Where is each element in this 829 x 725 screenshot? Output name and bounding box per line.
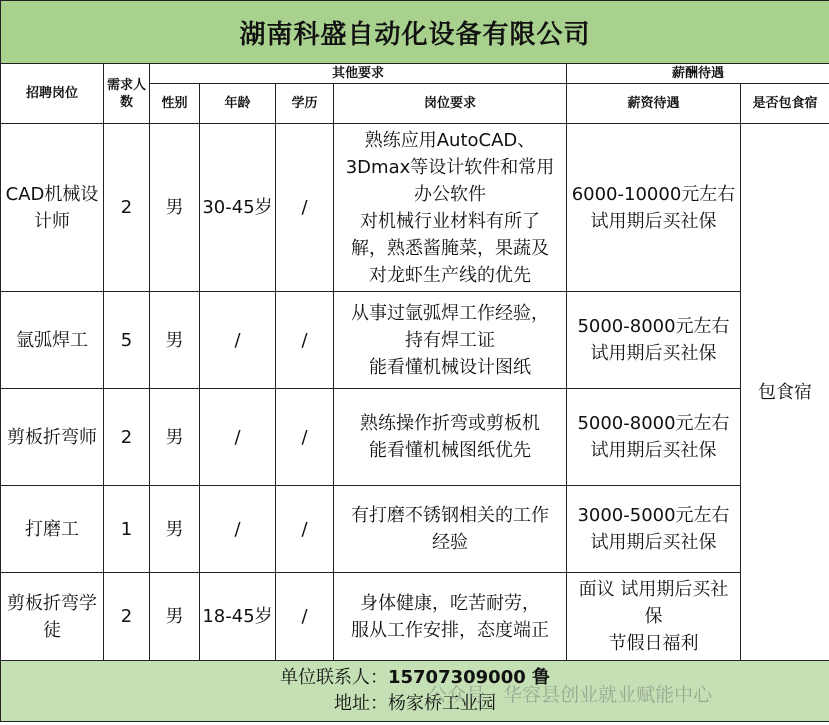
- education-cell: /: [276, 573, 334, 661]
- header-position: 招聘岗位: [1, 64, 104, 124]
- company-title: 湖南科盛自动化设备有限公司: [1, 1, 829, 64]
- table-row: [1, 389, 829, 486]
- education-cell: /: [276, 292, 334, 389]
- footer-contact: [1, 661, 829, 722]
- requirement-line: 解，熟悉酱腌菜，果蔬及: [351, 237, 549, 259]
- header-requirements: 岗位要求: [334, 84, 567, 124]
- gender-cell: 男: [150, 292, 200, 389]
- requirements-cell: [334, 389, 567, 486]
- header-board: 是否包食宿: [741, 84, 829, 124]
- requirement-line: 有打磨不锈钢相关的工作: [351, 505, 549, 526]
- footer-row: [1, 661, 829, 722]
- count-cell: 2: [104, 573, 150, 661]
- requirement-line: 熟练应用AutoCAD、: [364, 129, 536, 151]
- count-cell: 5: [104, 292, 150, 389]
- requirement-line: 对机械行业材料有所了: [360, 210, 540, 232]
- board-cell: 包食宿: [741, 124, 829, 661]
- salary-cell: [567, 573, 741, 661]
- requirements-cell: [334, 292, 567, 389]
- requirement-line: 持有焊工证: [405, 329, 495, 351]
- count-cell: 2: [104, 124, 150, 292]
- header-pay-group: 薪酬待遇: [567, 64, 829, 84]
- watermark-text: 公众号 · 华容县创业就业赋能中心: [428, 684, 713, 706]
- count-cell: 2: [104, 389, 150, 486]
- education-cell: /: [276, 389, 334, 486]
- requirement-line: 办公软件: [414, 183, 486, 205]
- age-cell: /: [200, 486, 276, 573]
- position-cell: CAD机械设计师: [1, 124, 104, 292]
- header-age: 年龄: [200, 84, 276, 124]
- requirement-line: 服从工作安排，态度端正: [351, 619, 549, 641]
- salary-line: 试用期后买社保: [590, 440, 717, 461]
- table-row: [1, 292, 829, 389]
- salary-line: 试用期后买社保: [590, 210, 717, 232]
- header-gender: 性别: [150, 84, 200, 124]
- count-cell: 1: [104, 486, 150, 573]
- address-line: 地址：杨家桥工业园: [334, 693, 496, 714]
- education-cell: /: [276, 124, 334, 292]
- salary-line: 试用期后买社保: [590, 532, 717, 553]
- table-row: [1, 124, 829, 292]
- age-cell: /: [200, 292, 276, 389]
- requirement-line: 能看懂机械设计图纸: [369, 356, 531, 378]
- requirements-cell: [334, 486, 567, 573]
- requirement-line: 能看懂机械图纸优先: [369, 440, 531, 461]
- salary-line: 3000-5000元左右: [577, 505, 730, 526]
- position-cell: 剪板折弯学徒: [1, 573, 104, 661]
- requirement-line: 从事过氩弧焊工作经验，: [351, 302, 549, 324]
- education-cell: /: [276, 486, 334, 573]
- position-cell: 剪板折弯师: [1, 389, 104, 486]
- salary-cell: [567, 486, 741, 573]
- position-cell: 氩弧焊工: [1, 292, 104, 389]
- header-count: 需求人数: [104, 64, 150, 124]
- contact-label: 单位联系人：: [279, 667, 388, 688]
- position-cell: 打磨工: [1, 486, 104, 573]
- requirement-line: 熟练操作折弯或剪板机: [360, 413, 540, 434]
- salary-line: 面议 试用期后买社: [578, 579, 729, 600]
- gender-cell: 男: [150, 389, 200, 486]
- gender-cell: 男: [150, 124, 200, 292]
- contact-line: [3, 665, 827, 691]
- salary-cell: [567, 292, 741, 389]
- gender-cell: 男: [150, 573, 200, 661]
- age-cell: /: [200, 389, 276, 486]
- contact-phone: 15707309000 鲁: [387, 667, 551, 688]
- gender-cell: 男: [150, 486, 200, 573]
- salary-line: 5000-8000元左右: [577, 316, 730, 337]
- salary-line: 试用期后买社保: [590, 343, 717, 364]
- salary-line: 6000-10000元左右: [571, 183, 736, 205]
- requirement-line: 3Dmax等设计软件和常用: [345, 156, 555, 178]
- age-cell: 18-45岁: [200, 573, 276, 661]
- salary-line: 节假日福利: [608, 633, 699, 654]
- salary-line: 5000-8000元左右: [577, 413, 730, 434]
- requirements-cell: [334, 573, 567, 661]
- table-row: [1, 486, 829, 573]
- header-other-requirements: 其他要求: [150, 64, 567, 84]
- salary-line: 保: [644, 606, 663, 627]
- age-cell: 30-45岁: [200, 124, 276, 292]
- salary-cell: [567, 389, 741, 486]
- header-salary: 薪资待遇: [567, 84, 741, 124]
- requirement-line: 对龙虾生产线的优先: [369, 264, 531, 286]
- requirement-line: 经验: [432, 532, 468, 553]
- requirements-cell: [334, 124, 567, 292]
- salary-cell: [567, 124, 741, 292]
- requirement-line: 身体健康，吃苦耐劳，: [360, 592, 540, 614]
- table-row: [1, 573, 829, 661]
- header-education: 学历: [276, 84, 334, 124]
